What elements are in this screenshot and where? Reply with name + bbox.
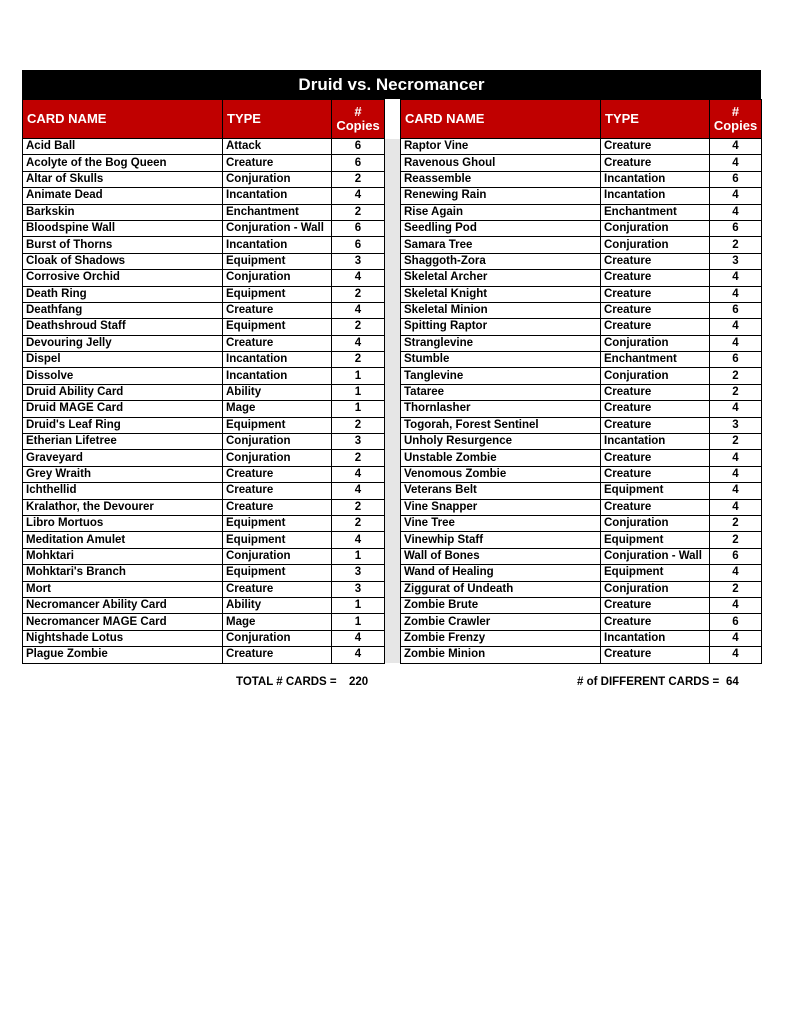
table-row: [23, 565, 762, 581]
card-copies-cell: 1: [332, 614, 385, 630]
card-copies-cell: 2: [332, 417, 385, 433]
card-name-cell: Zombie Minion: [401, 647, 601, 663]
card-name-cell: Necromancer Ability Card: [23, 597, 223, 613]
table-row: [23, 368, 762, 384]
card-copies-cell: 2: [710, 581, 762, 597]
card-type-cell: Creature: [601, 401, 710, 417]
card-copies-cell: 3: [710, 417, 762, 433]
card-name-cell: Ravenous Ghoul: [401, 155, 601, 171]
card-name-cell: Plague Zombie: [23, 647, 223, 663]
card-name-cell: Cloak of Shadows: [23, 253, 223, 269]
card-type-cell: Creature: [223, 155, 332, 171]
column-gap: [385, 434, 401, 450]
card-copies-cell: 4: [710, 335, 762, 351]
card-name-cell: Raptor Vine: [401, 139, 601, 155]
card-type-cell: Conjuration: [223, 171, 332, 187]
table-row: [23, 417, 762, 433]
card-type-cell: Conjuration: [223, 630, 332, 646]
card-type-cell: Enchantment: [223, 204, 332, 220]
card-name-cell: Meditation Amulet: [23, 532, 223, 548]
card-name-cell: Necromancer MAGE Card: [23, 614, 223, 630]
card-name-cell: Burst of Thorns: [23, 237, 223, 253]
column-gap: [385, 204, 401, 220]
card-copies-cell: 4: [332, 270, 385, 286]
column-gap: [385, 647, 401, 663]
card-copies-cell: 4: [710, 270, 762, 286]
card-copies-cell: 4: [710, 204, 762, 220]
card-copies-cell: 4: [710, 630, 762, 646]
card-type-cell: Mage: [223, 401, 332, 417]
card-copies-cell: 2: [710, 368, 762, 384]
card-type-cell: Equipment: [601, 565, 710, 581]
card-name-cell: Seedling Pod: [401, 220, 601, 236]
card-name-cell: Stumble: [401, 352, 601, 368]
card-name-cell: Druid's Leaf Ring: [23, 417, 223, 433]
table-row: [23, 171, 762, 187]
card-name-cell: Mohktari's Branch: [23, 565, 223, 581]
card-type-cell: Conjuration: [223, 270, 332, 286]
column-gap: [385, 171, 401, 187]
column-gap: [385, 581, 401, 597]
card-copies-cell: 6: [332, 237, 385, 253]
card-copies-cell: 4: [332, 483, 385, 499]
card-type-cell: Incantation: [223, 368, 332, 384]
table-row: [23, 139, 762, 155]
table-row: [23, 253, 762, 269]
header-copies-label: Copies: [713, 118, 758, 133]
card-type-cell: Creature: [601, 319, 710, 335]
header-copies-hash: #: [731, 104, 740, 119]
column-gap: [385, 515, 401, 531]
header-copies-right: [710, 100, 762, 139]
column-gap: [385, 286, 401, 302]
card-type-cell: Equipment: [223, 319, 332, 335]
card-copies-cell: 4: [710, 319, 762, 335]
card-type-cell: Equipment: [601, 532, 710, 548]
column-gap: [385, 302, 401, 318]
card-name-cell: Spitting Raptor: [401, 319, 601, 335]
card-type-cell: Equipment: [223, 532, 332, 548]
card-copies-cell: 4: [710, 597, 762, 613]
card-name-cell: Unholy Resurgence: [401, 434, 601, 450]
card-copies-cell: 4: [710, 139, 762, 155]
card-type-cell: Creature: [601, 155, 710, 171]
card-name-cell: Togorah, Forest Sentinel: [401, 417, 601, 433]
card-copies-cell: 4: [710, 499, 762, 515]
card-type-cell: Incantation: [601, 630, 710, 646]
table-row: [23, 384, 762, 400]
card-name-cell: Grey Wraith: [23, 466, 223, 482]
card-type-cell: Creature: [601, 286, 710, 302]
table-row: [23, 434, 762, 450]
card-type-cell: Ability: [223, 384, 332, 400]
card-name-cell: Renewing Rain: [401, 188, 601, 204]
card-name-cell: Vine Snapper: [401, 499, 601, 515]
column-gap: [385, 401, 401, 417]
table-row: [23, 499, 762, 515]
card-copies-cell: 4: [332, 532, 385, 548]
card-type-cell: Incantation: [601, 171, 710, 187]
card-copies-cell: 3: [332, 581, 385, 597]
card-name-cell: Acid Ball: [23, 139, 223, 155]
totals-line: [0, 676, 791, 692]
card-type-cell: Ability: [223, 597, 332, 613]
table-row: [23, 155, 762, 171]
card-type-cell: Creature: [223, 647, 332, 663]
card-copies-cell: 6: [332, 139, 385, 155]
card-type-cell: Conjuration: [223, 548, 332, 564]
card-name-cell: Venomous Zombie: [401, 466, 601, 482]
card-copies-cell: 4: [332, 302, 385, 318]
card-type-cell: Incantation: [601, 188, 710, 204]
card-type-cell: Creature: [223, 335, 332, 351]
card-copies-cell: 4: [710, 450, 762, 466]
card-name-cell: Druid Ability Card: [23, 384, 223, 400]
card-copies-cell: 2: [710, 384, 762, 400]
card-copies-cell: 2: [332, 515, 385, 531]
table-row: [23, 450, 762, 466]
card-copies-cell: 2: [332, 352, 385, 368]
table-row: [23, 614, 762, 630]
table-row: [23, 270, 762, 286]
card-type-cell: Conjuration: [223, 450, 332, 466]
column-gap: [385, 319, 401, 335]
card-type-cell: Mage: [223, 614, 332, 630]
table-row: [23, 515, 762, 531]
card-type-cell: Creature: [223, 302, 332, 318]
card-copies-cell: 2: [332, 286, 385, 302]
card-copies-cell: 1: [332, 597, 385, 613]
table-row: [23, 401, 762, 417]
card-type-cell: Creature: [601, 614, 710, 630]
card-copies-cell: 2: [332, 319, 385, 335]
header-copies-label: Copies: [336, 118, 380, 133]
card-name-cell: Zombie Brute: [401, 597, 601, 613]
card-type-cell: Creature: [601, 450, 710, 466]
card-type-cell: Conjuration: [223, 434, 332, 450]
header-type-left: TYPE: [223, 100, 332, 139]
card-copies-cell: 4: [710, 565, 762, 581]
card-name-cell: Wall of Bones: [401, 548, 601, 564]
card-copies-cell: 1: [332, 401, 385, 417]
card-type-cell: Conjuration: [601, 335, 710, 351]
card-type-cell: Equipment: [223, 286, 332, 302]
card-name-cell: Wand of Healing: [401, 565, 601, 581]
card-name-cell: Stranglevine: [401, 335, 601, 351]
header-copies-hash: #: [354, 104, 362, 119]
card-name-cell: Corrosive Orchid: [23, 270, 223, 286]
card-copies-cell: 6: [710, 352, 762, 368]
card-name-cell: Ziggurat of Undeath: [401, 581, 601, 597]
card-copies-cell: 2: [332, 171, 385, 187]
different-cards-value: 64: [726, 676, 739, 688]
card-copies-cell: 4: [710, 483, 762, 499]
card-name-cell: Tanglevine: [401, 368, 601, 384]
card-copies-cell: 4: [332, 466, 385, 482]
card-copies-cell: 4: [710, 401, 762, 417]
card-type-cell: Creature: [601, 139, 710, 155]
card-copies-cell: 4: [710, 647, 762, 663]
card-type-cell: Conjuration: [601, 515, 710, 531]
card-copies-cell: 2: [332, 450, 385, 466]
card-copies-cell: 4: [332, 647, 385, 663]
card-copies-cell: 4: [710, 155, 762, 171]
header-card-name-right: CARD NAME: [401, 100, 601, 139]
column-gap: [385, 417, 401, 433]
card-type-cell: Equipment: [223, 515, 332, 531]
card-name-cell: Druid MAGE Card: [23, 401, 223, 417]
column-gap: [385, 483, 401, 499]
column-gap: [385, 466, 401, 482]
card-type-cell: Creature: [601, 466, 710, 482]
card-copies-cell: 1: [332, 548, 385, 564]
card-name-cell: Skeletal Knight: [401, 286, 601, 302]
card-type-cell: Creature: [601, 270, 710, 286]
card-copies-cell: 2: [710, 515, 762, 531]
column-gap: [385, 335, 401, 351]
card-list-sheet: [22, 70, 761, 664]
table-row: [23, 302, 762, 318]
card-name-cell: Bloodspine Wall: [23, 220, 223, 236]
card-copies-cell: 4: [332, 335, 385, 351]
card-copies-cell: 2: [332, 499, 385, 515]
card-type-cell: Creature: [223, 466, 332, 482]
card-name-cell: Vine Tree: [401, 515, 601, 531]
card-type-cell: Enchantment: [601, 352, 710, 368]
card-copies-cell: 6: [332, 155, 385, 171]
card-type-cell: Conjuration: [601, 581, 710, 597]
column-gap: [385, 253, 401, 269]
card-name-cell: Vinewhip Staff: [401, 532, 601, 548]
card-copies-cell: 6: [710, 548, 762, 564]
card-name-cell: Dispel: [23, 352, 223, 368]
card-type-cell: Incantation: [223, 237, 332, 253]
table-row: [23, 352, 762, 368]
card-copies-cell: 4: [710, 286, 762, 302]
card-type-cell: Creature: [223, 581, 332, 597]
card-type-cell: Equipment: [601, 483, 710, 499]
card-type-cell: Conjuration: [601, 220, 710, 236]
card-copies-cell: 1: [332, 368, 385, 384]
card-copies-cell: 4: [710, 466, 762, 482]
table-row: [23, 220, 762, 236]
card-copies-cell: 1: [332, 384, 385, 400]
card-type-cell: Creature: [223, 483, 332, 499]
column-gap: [385, 499, 401, 515]
card-type-cell: Enchantment: [601, 204, 710, 220]
card-type-cell: Incantation: [223, 188, 332, 204]
column-gap: [385, 384, 401, 400]
column-gap: [385, 450, 401, 466]
card-copies-cell: 3: [332, 434, 385, 450]
card-type-cell: Conjuration: [601, 237, 710, 253]
card-type-cell: Creature: [601, 384, 710, 400]
table-row: [23, 548, 762, 564]
table-row: [23, 335, 762, 351]
card-name-cell: Mohktari: [23, 548, 223, 564]
table-row: [23, 319, 762, 335]
card-name-cell: Animate Dead: [23, 188, 223, 204]
card-copies-cell: 4: [332, 188, 385, 204]
table-row: [23, 204, 762, 220]
column-gap: [385, 565, 401, 581]
different-cards-label: # of DIFFERENT CARDS =: [577, 676, 720, 688]
card-copies-cell: 3: [332, 565, 385, 581]
card-name-cell: Skeletal Minion: [401, 302, 601, 318]
card-copies-cell: 6: [710, 614, 762, 630]
card-name-cell: Libro Mortuos: [23, 515, 223, 531]
column-gap: [385, 139, 401, 155]
card-name-cell: Tataree: [401, 384, 601, 400]
card-name-cell: Reassemble: [401, 171, 601, 187]
column-gap: [385, 220, 401, 236]
card-name-cell: Altar of Skulls: [23, 171, 223, 187]
card-name-cell: Acolyte of the Bog Queen: [23, 155, 223, 171]
card-name-cell: Shaggoth-Zora: [401, 253, 601, 269]
table-row: [23, 466, 762, 482]
table-row: [23, 581, 762, 597]
card-name-cell: Deathshroud Staff: [23, 319, 223, 335]
table-row: [23, 483, 762, 499]
card-copies-cell: 3: [710, 253, 762, 269]
header-type-right: TYPE: [601, 100, 710, 139]
column-gap: [385, 270, 401, 286]
table-row: [23, 532, 762, 548]
sheet-title: Druid vs. Necromancer: [22, 70, 761, 99]
column-gap: [385, 188, 401, 204]
card-copies-cell: 6: [710, 220, 762, 236]
card-name-cell: Dissolve: [23, 368, 223, 384]
card-name-cell: Barkskin: [23, 204, 223, 220]
card-type-cell: Creature: [601, 647, 710, 663]
column-gap: [385, 548, 401, 564]
column-gap: [385, 630, 401, 646]
column-gap: [385, 352, 401, 368]
table-row: [23, 188, 762, 204]
table-row: [23, 286, 762, 302]
header-copies-left: [332, 100, 385, 139]
header-card-name-left: CARD NAME: [23, 100, 223, 139]
card-name-cell: Etherian Lifetree: [23, 434, 223, 450]
column-gap: [385, 532, 401, 548]
card-name-cell: Death Ring: [23, 286, 223, 302]
table-row: [23, 597, 762, 613]
card-type-cell: Creature: [223, 499, 332, 515]
card-name-cell: Nightshade Lotus: [23, 630, 223, 646]
card-type-cell: Creature: [601, 253, 710, 269]
card-type-cell: Incantation: [223, 352, 332, 368]
card-type-cell: Equipment: [223, 565, 332, 581]
column-gap: [385, 155, 401, 171]
card-name-cell: Ichthellid: [23, 483, 223, 499]
card-name-cell: Devouring Jelly: [23, 335, 223, 351]
total-cards-label: TOTAL # CARDS =: [236, 676, 337, 688]
card-type-cell: Creature: [601, 499, 710, 515]
card-name-cell: Skeletal Archer: [401, 270, 601, 286]
card-copies-cell: 2: [332, 204, 385, 220]
card-type-cell: Conjuration: [601, 368, 710, 384]
card-rows: [23, 139, 762, 664]
total-cards-value: 220: [349, 676, 369, 688]
card-copies-cell: 6: [332, 220, 385, 236]
card-name-cell: Veterans Belt: [401, 483, 601, 499]
card-name-cell: Deathfang: [23, 302, 223, 318]
column-gap: [385, 237, 401, 253]
card-copies-cell: 2: [710, 532, 762, 548]
card-name-cell: Rise Again: [401, 204, 601, 220]
card-name-cell: Mort: [23, 581, 223, 597]
card-type-cell: Incantation: [601, 434, 710, 450]
table-row: [23, 237, 762, 253]
card-name-cell: Thornlasher: [401, 401, 601, 417]
column-gap: [385, 597, 401, 613]
card-name-cell: Graveyard: [23, 450, 223, 466]
card-copies-cell: 4: [332, 630, 385, 646]
card-table: [22, 99, 762, 664]
card-type-cell: Conjuration - Wall: [601, 548, 710, 564]
card-type-cell: Attack: [223, 139, 332, 155]
card-name-cell: Zombie Crawler: [401, 614, 601, 630]
card-type-cell: Conjuration - Wall: [223, 220, 332, 236]
card-type-cell: Creature: [601, 302, 710, 318]
column-gap: [385, 368, 401, 384]
card-name-cell: Zombie Frenzy: [401, 630, 601, 646]
card-name-cell: Unstable Zombie: [401, 450, 601, 466]
card-type-cell: Equipment: [223, 417, 332, 433]
card-copies-cell: 2: [710, 434, 762, 450]
card-copies-cell: 4: [710, 188, 762, 204]
card-type-cell: Creature: [601, 597, 710, 613]
table-row: [23, 647, 762, 663]
card-copies-cell: 6: [710, 302, 762, 318]
card-copies-cell: 3: [332, 253, 385, 269]
card-type-cell: Creature: [601, 417, 710, 433]
card-copies-cell: 6: [710, 171, 762, 187]
card-copies-cell: 2: [710, 237, 762, 253]
card-type-cell: Equipment: [223, 253, 332, 269]
table-row: [23, 630, 762, 646]
column-gap: [385, 614, 401, 630]
card-name-cell: Kralathor, the Devourer: [23, 499, 223, 515]
column-gap: [385, 100, 401, 139]
card-name-cell: Samara Tree: [401, 237, 601, 253]
header-row: [23, 100, 762, 139]
